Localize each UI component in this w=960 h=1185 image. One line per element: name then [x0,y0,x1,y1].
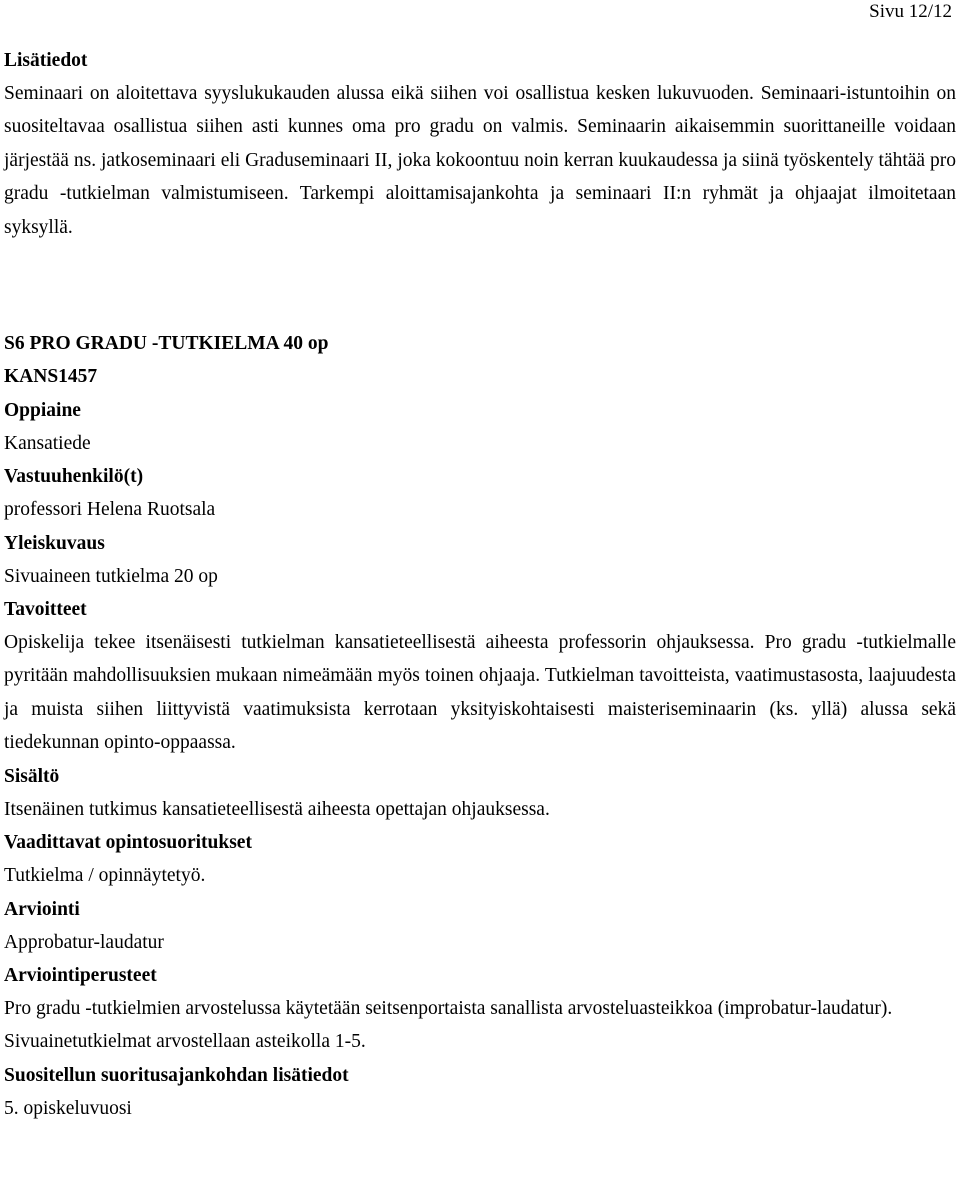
section-heading-sisalto: Sisältö [4,765,60,787]
section-heading-arviointi: Arviointi [4,898,80,920]
section-heading-tavoitteet: Tavoitteet [4,599,87,621]
section-text-lisatiedot: Seminaari on aloitettava syyslukukauden alussa eikä siihen voi osallistua kesken lukuvuoden. Seminaari-istuntoihin on suositeltavaa osallistua siihen asti kunnes oma pro gradu on valmis. Seminaarin aikaisemmin suorittaneille voidaan järjestää ns. jatkoseminaari eli Graduseminaari II, joka kokoontuu noin kerran kuukaudessa ja siinä työskentely tähtää pro gradu -tutkielman valmistumiseen. Tarkempi aloittamisajankohta ja seminaari II:n ryhmät ja ohjaajat ilmoitetaan syksyllä. [4,83,956,238]
section-text-tavoitteet: Opiskelija tekee itsenäisesti tutkielman kansatieteellisestä aiheesta professorin ohjauksessa. Pro gradu -tutkielmalle pyritään mahdollisuuksien mukaan nimeämään myös toinen ohjaaja. Tutkielman tavoitteista, vaatimustasosta, laajuudesta ja muista siihen liittyvistä vaatimuksista kerrotaan yksityiskohtaisesti maisteriseminaarin (ks. yllä) alussa sekä tiedekunnan opinto-oppaassa. [4,632,956,754]
course-title: S6 PRO GRADU -TUTKIELMA 40 op [4,333,329,355]
section-heading-vastuuhenkilot: Vastuuhenkilö(t) [4,466,144,488]
section-heading-oppiaine: Oppiaine [4,399,81,421]
section-text-yleiskuvaus: Sivuaineen tutkielma 20 op [4,565,218,587]
section-text-sisalto: Itsenäinen tutkimus kansatieteellisestä aiheesta opettajan ohjauksessa. [4,798,550,820]
section-heading-vaadittavat-opintosuoritukset: Vaadittavat opintosuoritukset [4,832,252,854]
section-heading-suoritusajankohta: Suositellun suoritusajankohdan lisätiedot [4,1064,349,1086]
section-text-arviointi: Approbatur-laudatur [4,931,164,953]
section-heading-lisatiedot: Lisätiedot [4,50,88,71]
spacer [4,244,956,327]
section-text-arviointiperusteet: Pro gradu -tutkielmien arvostelussa käytetään seitsenportaista sanallista arvosteluasteikkoa (improbatur-laudatur). [4,997,893,1019]
section-text-oppiaine: Kansatiede [4,432,91,454]
section-text-suoritusajankohta: 5. opiskeluvuosi [4,1097,132,1119]
section-heading-yleiskuvaus: Yleiskuvaus [4,532,105,554]
page-number: Sivu 12/12 [869,1,952,22]
section-text-arviointiperusteet-2: Sivuainetutkielmat arvostellaan asteikolla 1-5. [4,1031,366,1053]
section-text-vaadittavat-opintosuoritukset: Tutkielma / opinnäytetyö. [4,865,206,887]
section-heading-arviointiperusteet: Arviointiperusteet [4,964,157,986]
course-code: KANS1457 [4,366,98,388]
document-content [4,44,956,1125]
section-text-vastuuhenkilot: professori Helena Ruotsala [4,499,216,521]
